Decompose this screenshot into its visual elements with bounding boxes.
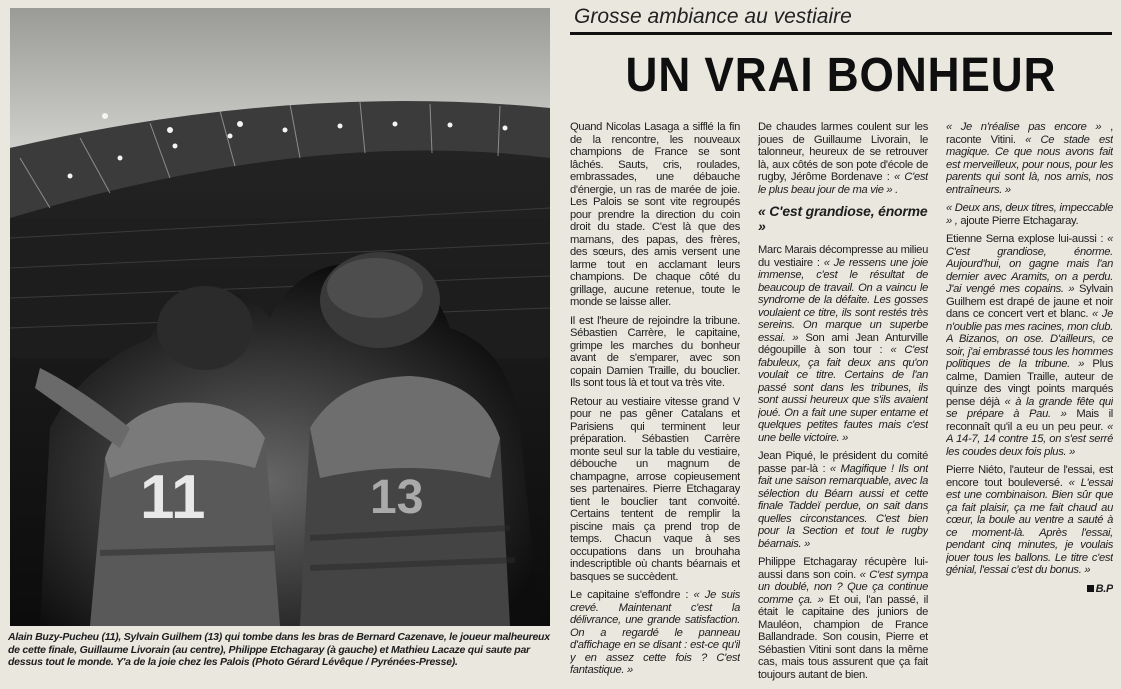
text-run: Le capitaine s'effondre : xyxy=(570,589,694,601)
text-run: Son ami Jean Anturville dégoupille à son tour : xyxy=(758,331,928,356)
quote: « Ce stade est magique. Ce que nous avons fait est merveilleux, pour nous, pour les parents qui sont là, nos amis, nos entraîneurs. » xyxy=(946,133,1113,196)
paragraph: Il est l'heure de rejoindre la tribune. Sébastien Carrère, le capitaine, grimpe les marches du bonheur avant de s'emparer, avec son copain Damien Traille, du bouclier. Ils sont tous là et tout va très vite. xyxy=(570,314,740,389)
quote: « A 14-7, 14 contre 15, on s'est serré les coudes deux fois plus. » xyxy=(946,420,1113,458)
quote: « à la grande fête qui se prépare à Pau. » xyxy=(946,395,1113,420)
photo-illustration xyxy=(10,8,550,626)
text-run: De chaudes larmes coulent sur les joues de Guillaume Livorain, le talonneur, heureux de se retrouver là, aux côtés de son pote d'école de rugby, Jérôme Bordenave : xyxy=(758,121,928,183)
quote: « Deux ans, deux titres, impeccable » , xyxy=(946,202,1113,227)
article-subhead: « C'est grandiose, énorme » xyxy=(758,203,928,234)
text-run: Mais il reconnaît qu'il a eu un peu peur. xyxy=(946,408,1113,433)
paragraph: Retour au vestiaire vitesse grand V pour ne pas gêner Catalans et Parisiens qui terminent leur préparation. Sébastien Carrère monte seul sur la table du vestiaire, débouche un magnum de champagne, arrose copieusement ses partenaires. Pierre Etchagaray tient le bouclier tant convoité. Certains tentent de remplir la piscine mais ça prend trop de temps. Chacun vaque à ses occupations dans un brouhaha indescriptible où chants béarnais et basques se succèdent. xyxy=(570,395,740,583)
quote: « Je suis crevé. Maintenant c'est la délivrance, une grande satisfaction. On a regardé le panneau d'affichage en se disant : est-ce qu'il y en assez cette fois ? C'est fantastique. » xyxy=(570,589,740,676)
quote: « C'est sympa un doublé, non ? Que ça continue comme ça. » xyxy=(758,568,928,606)
quote: « C'est le plus beau jour de ma vie » . xyxy=(758,171,928,196)
article-column-1 xyxy=(570,121,740,687)
paragraph xyxy=(946,202,1113,227)
text-run: Plus calme, Damien Traille, auteur de quinze des vingt points marqués pense déjà xyxy=(946,358,1113,408)
text-run: , raconte Vitini. xyxy=(946,121,1113,146)
paragraph xyxy=(758,556,928,681)
end-mark-icon xyxy=(1087,585,1094,592)
paragraph xyxy=(570,589,740,677)
jersey-number-right: 13 xyxy=(370,471,424,524)
team-celebration-photo xyxy=(10,8,550,626)
headline-rule xyxy=(570,32,1112,35)
paragraph xyxy=(946,121,1113,196)
paragraph xyxy=(758,244,928,444)
photo-caption: Alain Buzy-Pucheu (11), Sylvain Guilhem (13) qui tombe dans les bras de Bernard Cazenave, le joueur malheureux de cette finale, Guillaume Livorain (au centre), Philippe Etchagaray (à gauche) et Mathieu Lacaze qui saute par dessus tout le monde. Y'a de la joie chez les Palois (Photo Gérard Lévêque / Pyrénées-Presse). xyxy=(8,631,550,669)
paragraph xyxy=(946,233,1113,458)
text-run: Pierre Niéto, l'auteur de l'essai, est encore tout bouleversé. xyxy=(946,464,1113,489)
quote: « Je n'oublie pas mes racines, mon club. A Bizanos, on ose. D'ailleurs, ce soir, j'ai embrassé tous les hommes politiques de la tribune. » xyxy=(946,308,1113,370)
text-run: Marc Marais décompresse au milieu du vestiaire : xyxy=(758,244,928,269)
article-column-3 xyxy=(946,121,1113,687)
quote: « Je n'réalise pas encore » xyxy=(946,121,1102,133)
jersey-number-left: 11 xyxy=(140,463,206,532)
article-kicker: Grosse ambiance au vestiaire xyxy=(574,5,852,28)
article-headline: UN VRAI BONHEUR xyxy=(625,49,1057,102)
paragraph: Quand Nicolas Lasaga a sifflé la fin de la rencontre, les nouveaux champions de France se sont lâchés. Sauts, cris, roulades, embrassades, une débauche d'énergie, un ras de marée de joie. Les Palois se sont vite regroupés pour prendre la direction du coin droit du stade. C'est là que des mamans, des papas, des frères, des sœurs, des amis versent une larme tout en acclamant leurs champions. De chaque côté du grillage, aucune retenue, toute le monde se laisse aller. xyxy=(570,121,740,308)
paragraph xyxy=(758,450,928,550)
quote: « L'essai est une combinaison. Bien sûr que ça fait plaisir, ça me fait chaud au cœur, la boule au ventre a sauté à ce moment-là. Après l'essai, pendant cinq minutes, je voulais jouer tous les ballons. Le titre c'est génial, l'essai c'est du bonus. » xyxy=(946,476,1113,576)
text-run: Sylvain Guilhem est drapé de jaune et noir dans ce concert vert et blanc. xyxy=(946,283,1113,320)
author-signature xyxy=(946,583,1113,596)
article-column-2 xyxy=(758,121,928,687)
text-run: Etienne Serna explose lui-aussi : xyxy=(946,233,1108,245)
quote: « Je ressens une joie immense, c'est le résultat de beaucoup de travail. On a vaincu le syndrome de la défaite. Les gosses voulaient ce titre, ils sont restés très sereins. On marque un superbe essai. » xyxy=(758,256,928,344)
text-run: Philippe Etchagaray récupère lui-aussi dans son coin. xyxy=(758,556,928,581)
quote: « Magifique ! Ils ont fait une saison remarquable, avec la sélection du Béarn aussi et cette finale Taddeï perdue, on sait dans quelles circonstances. C'est bien pour la Section et tout le rugby béarnais. » xyxy=(758,462,928,550)
paragraph xyxy=(758,121,928,196)
quote: « C'est grandiose, énorme. Aujourd'hui, on gagne mais l'an dernier avec Aramits, on a perdu. J'ai vengé mes copains. » xyxy=(946,233,1113,295)
signature-text: B.P xyxy=(1095,582,1113,595)
paragraph xyxy=(946,464,1113,577)
text-run: ajoute Pierre Etchagaray. xyxy=(957,214,1079,227)
quote: « C'est fabuleux, ça fait deux ans qu'on voulait ce titre. Certains de l'an passé sont dans les tribunes, ils sont aussi heureux que s'ils avaient joué. On a fait une super entame et quelques petites fautes mais c'est une belle victoire. » xyxy=(758,344,928,444)
text-run: Et oui, l'an passé, il était le capitaine des juniors de Mauléon, champion de France Ballandrade. Son cousin, Pierre et Sébastien Vitini sont dans la même cas, mais tous assurent que ça fait toujours autant de bien. xyxy=(758,593,928,681)
text-run: Jean Piqué, le président du comité passe par-là : xyxy=(758,450,928,475)
